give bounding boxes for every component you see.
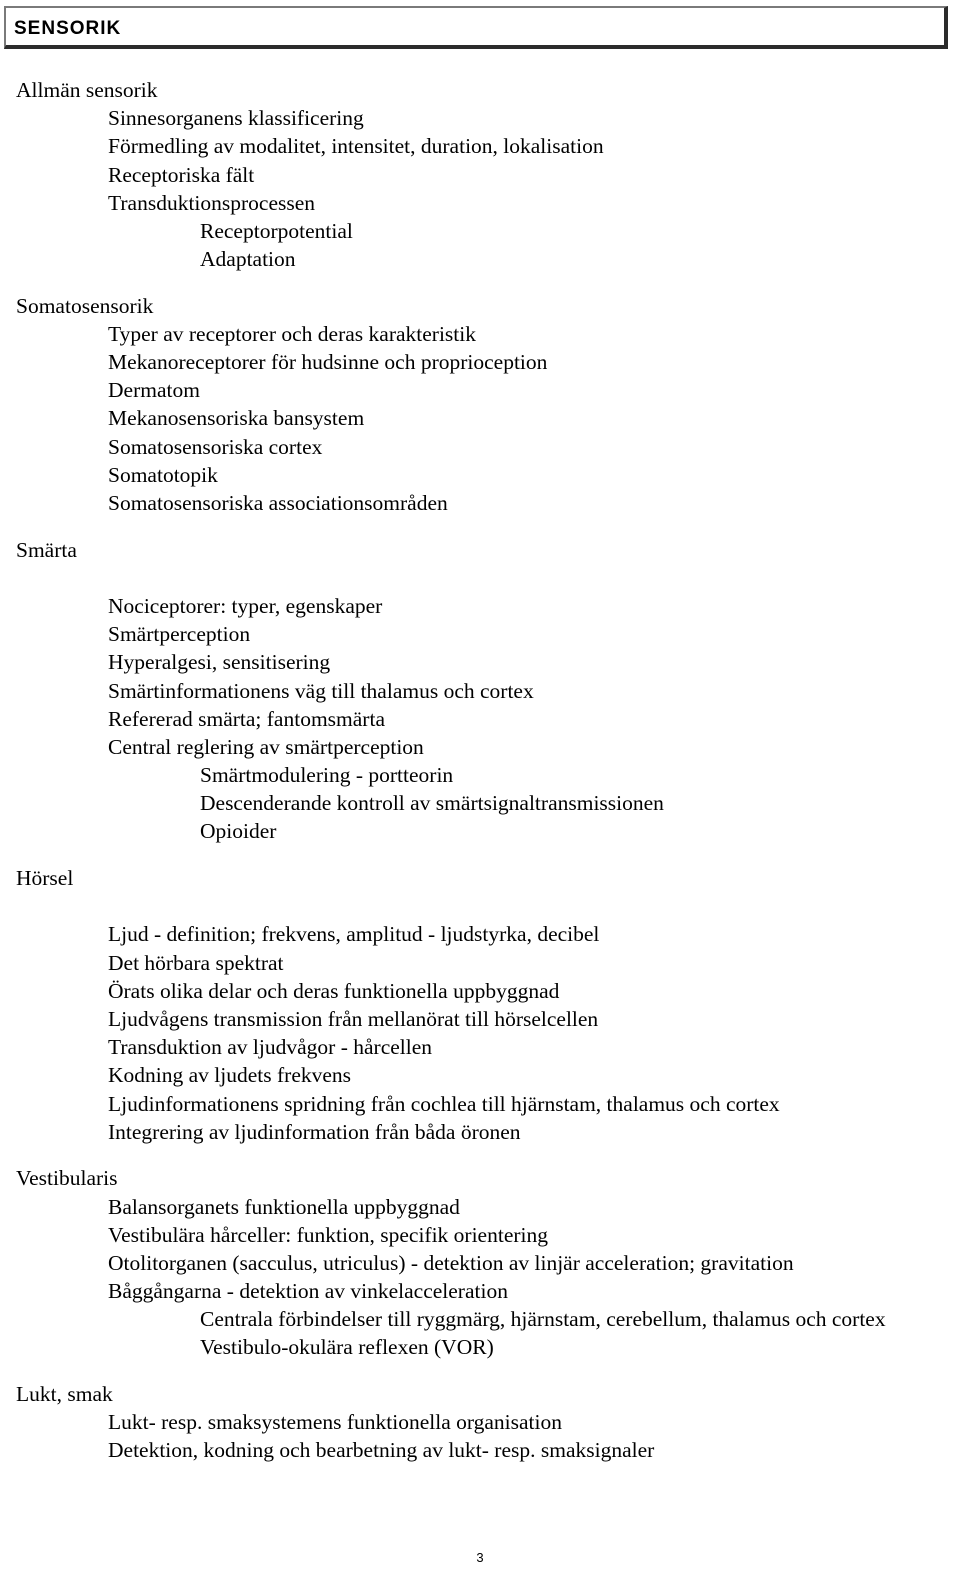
topic-item: Det hörbara spektrat (108, 950, 284, 975)
blank-line (16, 564, 946, 592)
topic-item: Somatosensoriska associationsområden (108, 491, 448, 516)
page-number: 3 (476, 1550, 484, 1565)
section-heading: Vestibularis (16, 1166, 118, 1191)
topic-item: Båggångarna - detektion av vinkelacceleration (108, 1279, 508, 1304)
page-title: SENSORIK (14, 18, 122, 39)
topic-item: Hyperalgesi, sensitisering (108, 650, 331, 675)
subtopic-item: Receptorpotential (200, 218, 353, 243)
topic-item: Ljud - definition; frekvens, amplitud - ljudstyrka, decibel (108, 922, 600, 947)
section-heading: Hörsel (16, 866, 74, 891)
topic-item: Lukt- resp. smaksystemens funktionella organisation (108, 1410, 563, 1435)
section-heading: Smärta (16, 537, 77, 562)
subtopic-item: Vestibulo-okulära reflexen (VOR) (200, 1335, 494, 1360)
topic-item: Vestibulära hårceller: funktion, specifik orientering (108, 1222, 548, 1247)
topic-item: Receptoriska fält (108, 162, 255, 187)
section (16, 1164, 946, 1361)
topic-item: Central reglering av smärtperception (108, 734, 424, 759)
section (16, 864, 946, 1146)
topic-item: Detektion, kodning och bearbetning av lukt- resp. smaksignaler (108, 1438, 655, 1463)
section-heading: Somatosensorik (16, 293, 154, 318)
topic-item: Transduktion av ljudvågor - hårcellen (108, 1035, 433, 1060)
topic-item: Ljudinformationens spridning från cochlea till hjärnstam, thalamus och cortex (108, 1091, 780, 1116)
section (16, 292, 946, 518)
topic-item: Ljudvågens transmission från mellanörat till hörselcellen (108, 1006, 599, 1031)
topic-item: Refererad smärta; fantomsmärta (108, 706, 385, 731)
topic-item: Somatotopik (108, 462, 218, 487)
section (16, 76, 946, 273)
section (16, 1380, 946, 1465)
topic-item: Mekanoreceptorer för hudsinne och proprioception (108, 350, 548, 375)
topic-item: Otolitorganen (sacculus, utriculus) - detektion av linjär acceleration; gravitation (108, 1250, 794, 1275)
topic-item: Kodning av ljudets frekvens (108, 1063, 352, 1088)
topic-item: Smärtperception (108, 622, 251, 647)
topic-item: Integrering av ljudinformation från båda öronen (108, 1119, 521, 1144)
subtopic-item: Descenderande kontroll av smärtsignaltransmissionen (200, 791, 664, 816)
topic-item: Typer av receptorer och deras karakteristik (108, 321, 476, 346)
subtopic-item: Opioider (200, 819, 277, 844)
subtopic-item: Centrala förbindelser till ryggmärg, hjärnstam, cerebellum, thalamus och cortex (200, 1307, 886, 1332)
section-heading: Allmän sensorik (16, 78, 158, 102)
topic-item: Smärtinformationens väg till thalamus och cortex (108, 678, 534, 703)
blank-line (16, 892, 946, 920)
topic-item: Sinnesorganens klassificering (108, 106, 364, 131)
topic-item: Dermatom (108, 378, 200, 403)
topic-item: Örats olika delar och deras funktionella uppbyggnad (108, 978, 560, 1003)
page-title-box (4, 6, 948, 49)
section (16, 536, 946, 846)
subtopic-item: Adaptation (200, 247, 296, 272)
topic-item: Förmedling av modalitet, intensitet, duration, lokalisation (108, 134, 604, 159)
section-heading: Lukt, smak (16, 1382, 113, 1407)
topic-item: Somatosensoriska cortex (108, 434, 323, 459)
subtopic-item: Smärtmodulering - portteorin (200, 763, 454, 788)
topic-item: Mekanosensoriska bansystem (108, 406, 365, 431)
topic-item: Transduktionsprocessen (108, 190, 316, 215)
topic-outline (16, 76, 946, 1483)
topic-item: Nociceptorer: typer, egenskaper (108, 593, 383, 618)
topic-item: Balansorganets funktionella uppbyggnad (108, 1194, 460, 1219)
